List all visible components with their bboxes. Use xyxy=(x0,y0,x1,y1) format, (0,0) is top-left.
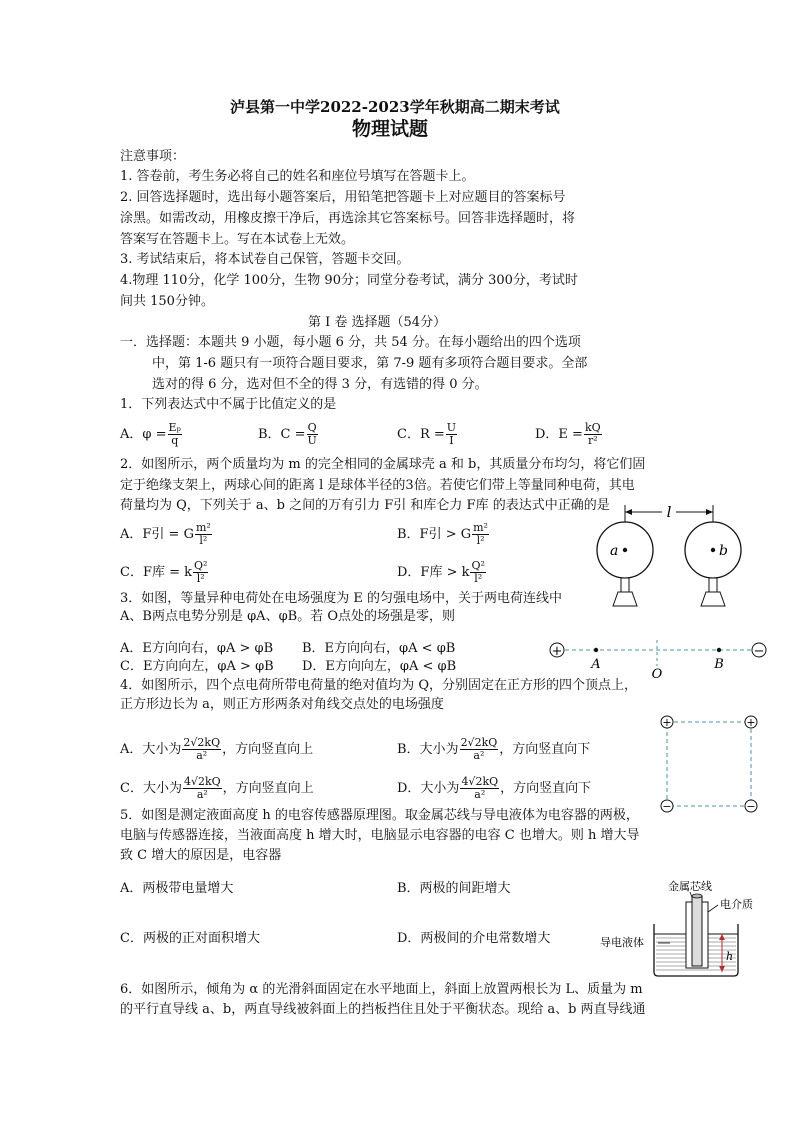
numerator: m² xyxy=(195,521,211,534)
notice-line: 涂黑。如需改动，用橡皮擦干净后，再选涂其它答案标号。回答非选择题时，将 xyxy=(120,211,576,226)
option-text: C．大小为 xyxy=(120,781,182,796)
fraction xyxy=(182,737,221,762)
q1-option-a xyxy=(120,422,183,447)
option-text: D．E = xyxy=(535,427,583,442)
q3-stem: A、B两点电势分别是 φA、φB。若 O点处的场强是零，则 xyxy=(120,609,456,624)
fraction xyxy=(195,522,212,547)
q3-option-d: D．E方向向左，φA < φB xyxy=(302,659,457,674)
fraction xyxy=(446,422,457,447)
q5-option-a: A．两极带电量增大 xyxy=(120,881,234,896)
q3-option-a: A．E方向向右，φA > φB xyxy=(120,641,274,656)
q2-spheres-figure xyxy=(588,498,763,613)
arrow-head xyxy=(719,966,725,972)
metal-core xyxy=(692,896,702,966)
q3-stem: 3．如图，等量异种电荷处在电场强度为 E 的匀强电场中，关于两电荷连线中 xyxy=(120,591,563,606)
fraction xyxy=(193,560,208,585)
fraction xyxy=(460,776,499,801)
q4-square-figure xyxy=(658,713,762,815)
section-intro: 中，第 1-6 题只有一项符合题目要求，第 7-9 题有多项符合题目要求。全部 xyxy=(152,356,588,371)
liquid-label: 导电液体 xyxy=(600,936,644,949)
base-a xyxy=(613,592,637,606)
option-text: ，方向竖直向下 xyxy=(500,781,592,796)
numerator: 2√2kQ xyxy=(183,736,221,749)
notice-line: 间共 150分钟。 xyxy=(120,294,214,309)
fraction xyxy=(168,422,182,447)
sphere-b-label: b xyxy=(719,543,728,559)
numerator: Q² xyxy=(194,559,208,572)
section-heading: 第 I 卷 选择题（54分） xyxy=(308,315,447,330)
notice-line: 3. 考试结束后，将本试卷自己保管，答题卡交回。 xyxy=(120,252,410,267)
numerator: Q² xyxy=(471,559,485,572)
dielectric-label: 电介质 xyxy=(720,898,753,911)
option-text: ，方向竖直向上 xyxy=(222,781,314,796)
height-label: h xyxy=(726,950,734,963)
arrow-left xyxy=(625,509,632,515)
leader-line xyxy=(708,905,718,912)
q4-option-c xyxy=(120,776,314,801)
label-a: A xyxy=(591,657,601,672)
label-o: O xyxy=(651,667,663,680)
denominator: a² xyxy=(473,749,485,762)
denominator: I xyxy=(449,434,454,447)
fraction xyxy=(472,522,489,547)
denominator: l² xyxy=(476,534,485,547)
q1-option-c xyxy=(397,422,458,447)
denominator: l² xyxy=(196,572,205,585)
option-text: C．F库 = k xyxy=(120,565,193,580)
q2-option-c xyxy=(120,560,209,585)
q3-charges-figure xyxy=(545,636,770,680)
option-text: B．大小为 xyxy=(397,742,459,757)
denominator: U xyxy=(307,434,317,447)
arrow-head xyxy=(719,934,725,940)
denominator: a² xyxy=(196,749,208,762)
q5-option-c: C．两极的正对面积增大 xyxy=(120,931,260,946)
option-text: D．大小为 xyxy=(397,781,460,796)
numerator: 4√2kQ xyxy=(461,775,499,788)
subject-title: 物理试题 xyxy=(352,118,429,140)
denominator: a² xyxy=(196,788,208,801)
numerator: m² xyxy=(473,521,488,534)
notice-heading: 注意事项： xyxy=(120,149,186,164)
core-label: 金属芯线 xyxy=(668,880,712,893)
q1-option-d xyxy=(535,422,603,447)
notice-line: 1. 答卷前，考生务必将自己的姓名和座位号填写在答题卡上。 xyxy=(120,169,475,184)
q4-option-b xyxy=(397,737,590,762)
square xyxy=(667,722,751,806)
core-top xyxy=(692,894,702,898)
denominator: l² xyxy=(199,534,208,547)
plus-sign: + xyxy=(551,644,563,659)
numerator: 4√2kQ xyxy=(183,775,221,788)
section-intro: 一．选择题：本题共 9 小题，每小题 6 分，共 54 分。在每小题给出的四个选项 xyxy=(120,335,581,350)
denominator: r² xyxy=(587,434,598,447)
numerator: 2√2kQ xyxy=(460,736,498,749)
q2-option-b xyxy=(397,522,490,547)
exam-title: 泸县第一中学2022-2023学年秋期高二期末考试 xyxy=(230,98,560,116)
option-text: A．大小为 xyxy=(120,742,182,757)
q4-option-d xyxy=(397,776,591,801)
q3-option-c: C．E方向向左，φA > φB xyxy=(120,659,274,674)
fraction xyxy=(307,422,318,447)
q6-stem: 6．如图所示，倾角为 α 的光滑斜面固定在水平地面上，斜面上放置两根长为 L、质量为 m xyxy=(120,982,643,997)
denominator: q xyxy=(171,434,179,447)
q4-stem: 4．如图所示，四个点电荷所带电荷量的绝对值均为 Q，分别固定在正方形的四个顶点上， xyxy=(120,678,638,693)
q2-option-d xyxy=(397,560,487,585)
q5-option-b: B．两极的间距增大 xyxy=(397,881,511,896)
option-text: A．φ = xyxy=(120,427,167,442)
denominator: a² xyxy=(474,788,486,801)
center-dot xyxy=(623,548,627,552)
q2-stem: 2．如图所示，两个质量均为 m 的完全相同的金属球壳 a 和 b，其质量分布均匀，将它们固 xyxy=(120,457,646,472)
distance-label: l xyxy=(666,503,672,521)
numerator: U xyxy=(446,421,457,434)
q5-stem: 电脑与传感器连接，当液面高度 h 增大时，电脑显示电容器的电容 C 也增大。则 h 增大导 xyxy=(120,828,640,843)
notice-line: 2. 回答选择题时，选出每小题答案后，用铅笔把答题卡上对应题目的答案标号 xyxy=(120,190,566,205)
q1-stem: 1．下列表达式中不属于比值定义的是 xyxy=(120,397,337,412)
denominator: l² xyxy=(474,572,483,585)
sphere-a-label: a xyxy=(610,543,619,559)
numerator: Q xyxy=(307,421,317,434)
base-b xyxy=(701,592,725,606)
option-text: B．F引 > G xyxy=(397,527,472,542)
q3-option-b: B．E方向向右，φA < φB xyxy=(302,641,456,656)
fraction xyxy=(183,776,222,801)
q5-capacitor-sensor-figure xyxy=(598,876,763,978)
numerator: kQ xyxy=(584,421,601,434)
q5-stem: 5．如图是测定液面高度 h 的电容传感器原理图。取金属芯线与导电液体为电容器的两极， xyxy=(120,808,639,823)
stand-a xyxy=(621,578,629,592)
stand-b xyxy=(709,578,717,592)
option-text: D．F库 > k xyxy=(397,565,470,580)
center-dot xyxy=(711,548,715,552)
q4-option-a xyxy=(120,737,313,762)
q5-stem: 致 C 增大的原因是，电容器 xyxy=(120,848,282,863)
option-text: A．F引 = G xyxy=(120,527,194,542)
point-a xyxy=(594,648,598,652)
option-text: ，方向竖直向下 xyxy=(499,742,591,757)
q4-stem: 正方形边长为 a，则正方形两条对角线交点处的电场强度 xyxy=(120,697,444,712)
notice-line: 4.物理 110分，化学 100分，生物 90分；同堂分卷考试，满分 300分，考试时 xyxy=(120,273,578,288)
point-b xyxy=(717,648,721,652)
minus-sign: − xyxy=(753,644,765,659)
minus-sign: − xyxy=(746,800,756,813)
q2-stem: 定于绝缘支架上，两球心间的距离 l 是球体半径的3倍。若使它们带上等量同种电荷，其电 xyxy=(120,478,635,493)
option-text: C．R = xyxy=(397,427,445,442)
q5-option-d: D．两极间的介电常数增大 xyxy=(397,931,551,946)
fraction xyxy=(470,560,485,585)
plus-sign: + xyxy=(746,716,756,729)
label-b: B xyxy=(714,657,724,672)
arrow-right xyxy=(706,509,713,515)
q2-stem: 荷量均为 Q，下列关于 a、b 之间的万有引力 F引 和库仑力 F库 的表达式中正确的是 xyxy=(120,498,610,513)
q6-stem: 的平行直导线 a、b，两直导线被斜面上的挡板挡住且处于平衡状态。现给 a、b 两直导线通 xyxy=(120,1002,646,1017)
option-text: B．C = xyxy=(258,427,306,442)
q1-option-b xyxy=(258,422,319,447)
minus-sign: − xyxy=(662,800,672,813)
notice-line: 答案写在答题卡上。写在本试卷上无效。 xyxy=(120,232,355,247)
q2-option-a xyxy=(120,522,213,547)
fraction xyxy=(584,422,602,447)
section-intro: 选对的得 6 分，选对但不全的得 3 分，有选错的得 0 分。 xyxy=(152,377,488,392)
option-text: ，方向竖直向上 xyxy=(222,742,314,757)
numerator: Eₚ xyxy=(168,421,181,434)
plus-sign: + xyxy=(662,716,672,729)
fraction xyxy=(460,737,499,762)
